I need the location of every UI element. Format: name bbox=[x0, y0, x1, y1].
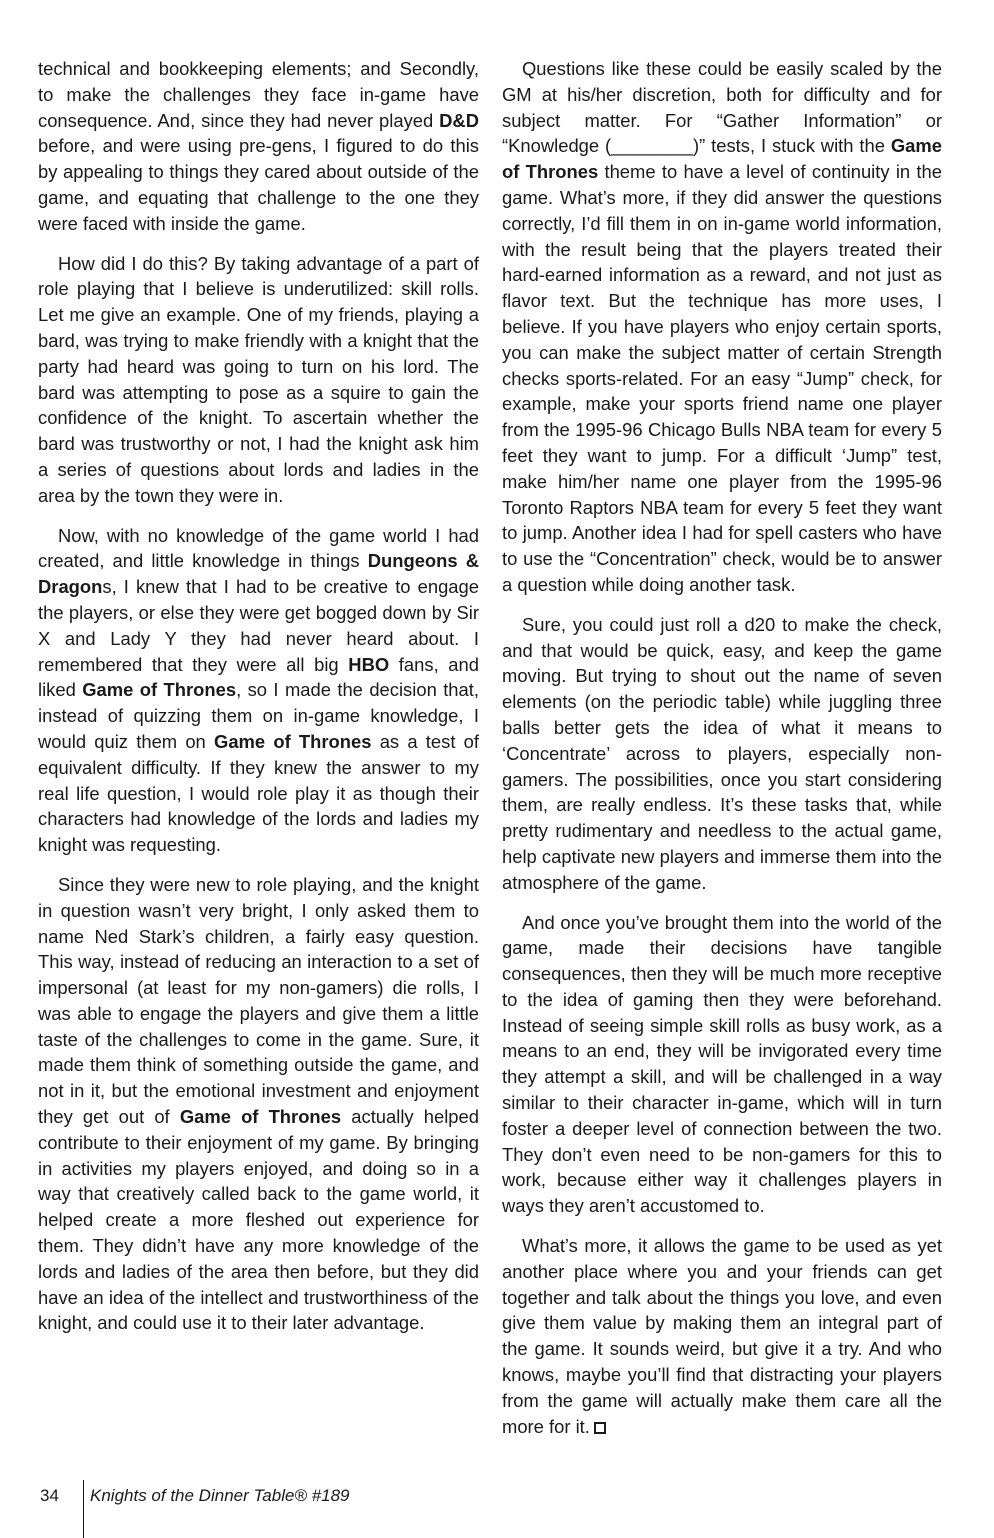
bold-text: Game of Thrones bbox=[82, 679, 237, 701]
bold-text: Game of Thrones bbox=[179, 1106, 342, 1128]
right-column bbox=[502, 56, 942, 1453]
text-segment: fans, and liked bbox=[38, 653, 479, 701]
text-segment: What’s more, it allows the game to be used as yet another place where you and your friends can get together and talk about the things you love, and even give them value by making them an integral part of the game. It sounds weird, but give it a try. And who knows, maybe you’ll find that distracting your players from the game will actually make them care all the more for it. bbox=[502, 1235, 942, 1437]
checkbox-icon bbox=[594, 1422, 606, 1434]
bold-text: HBO bbox=[348, 653, 390, 675]
text-segment: , so I made the decision that, instead of quizzing them on in-game knowledge, I would quiz them on bbox=[38, 679, 479, 752]
paragraph bbox=[502, 1233, 942, 1439]
paragraph bbox=[38, 523, 479, 858]
paragraph bbox=[502, 56, 942, 598]
text-segment: Questions like these could be easily scaled by the GM at his/her discretion, both for difficulty and for subject matter. For “Gather Information” or “Knowledge (________)” tests, I stuck with the bbox=[502, 58, 942, 157]
text-segment: as a test of equivalent difficulty. If they knew the answer to my real life question, I would role play it as though their characters had knowledge of the lords and ladies my knight was requesting. bbox=[38, 730, 479, 856]
text-segment: And once you’ve brought them into the world of the game, made their decisions have tangible consequences, then they will be much more receptive to the idea of gaming then they were beforehand. Instead of seeing simple skill rolls as busy work, as a means to an end, they will be invigorated every time they attempt a skill, and will be challenged in a way similar to their character in-game, which will in turn foster a deeper level of connection between the two. They don’t even need to be non-gamers for this to work, because either way it challenges players in ways they aren’t accustomed to. bbox=[502, 911, 942, 1217]
magazine-title: Knights of the Dinner Table® #189 bbox=[90, 1486, 350, 1505]
text-segment: s, I knew that I had to be creative to engage the players, or else they were get bogged down by Sir X and Lady Y they had never heard about. I remembered that they were all big bbox=[38, 576, 479, 675]
text-segment: Since they were new to role playing, and the knight in question wasn’t very bright, I only asked them to name Ned Stark’s children, a fairly easy question. This way, instead of reducing an interaction to a set of impersonal (at least for my non-gamers) die rolls, I was able to engage the players and give them a little taste of the challenges to come in the game. Sure, it made them think of something outside the game, and not in it, but the emotional investment and enjoyment they get out of bbox=[38, 873, 479, 1128]
paragraph bbox=[38, 56, 479, 237]
text-segment: How did I do this? By taking advantage of a part of role playing that I believe is underutilized: skill rolls. Let me give an example. One of my friends, playing a bard, was trying to make friendly with a knight that the party had heard was going to turn on his lord. The bard was attempting to pose as a squire to gain the confidence of the knight. To ascertain whether the bard was trustworthy or not, I had the knight ask him a series of questions about lords and ladies in the area by the town they were in. bbox=[38, 252, 479, 506]
text-segment: before, and were using pre-gens, I figured to do this by appealing to things they cared about outside of the game, and equating that challenge to the one they were faced with inside the game. bbox=[38, 135, 479, 234]
text-segment: actually helped contribute to their enjoyment of my game. By bringing in activities my players enjoyed, and doing so in a way that creatively called back to the game world, it helped create a more fleshed out experience for them. They didn’t have any more knowledge of the lords and ladies of the area then before, but they did have an idea of the intellect and trustworthiness of the knight, and could use it to their later advantage. bbox=[38, 1106, 479, 1334]
page-footer bbox=[0, 1480, 994, 1538]
bold-text: Game of Thrones bbox=[502, 135, 942, 183]
bold-text: Dungeons & Dragon bbox=[38, 550, 479, 598]
text-segment: Now, with no knowledge of the game world I had created, and little knowledge in things bbox=[38, 524, 479, 572]
left-column bbox=[38, 56, 479, 1350]
footer-divider bbox=[83, 1480, 84, 1538]
paragraph bbox=[38, 872, 479, 1336]
paragraph bbox=[502, 612, 942, 896]
text-segment: Sure, you could just roll a d20 to make the check, and that would be quick, easy, and keep the game moving. But trying to shout out the name of seven elements (on the periodic table) while juggling three balls better gets the idea of what it means to ‘Concentrate’ across to players, especially non-gamers. The possibilities, once you start considering them, are really endless. It’s these tasks that, while pretty rudimentary and needless to the actual game, help captivate new players and immerse them into the atmosphere of the game. bbox=[502, 613, 942, 893]
text-segment: theme to have a level of continuity in the game. What’s more, if they did answer the questions correctly, I’d fill them in on in-game world information, with the result being that the players treated their hard-earned information as a reward, and not just as flavor text. But the technique has more uses, I believe. If you have players who enjoy certain sports, you can make the subject matter of certain Strength checks sports-related. For an easy “Jump” check, for example, make your sports friend name one player from the 1995-96 Chicago Bulls NBA team for every 5 feet they want to jump. For a difficult ‘Jump” test, make him/her name one player from the 1995-96 Toronto Raptors NBA team for every 5 feet they want to jump. Another idea I had for spell casters who have to use the “Concentration” check, would be to answer a question while doing another task. bbox=[502, 161, 942, 595]
bold-text: Game of Thrones bbox=[214, 730, 372, 752]
bold-text: D&D bbox=[439, 109, 479, 131]
page-number: 34 bbox=[40, 1486, 59, 1505]
paragraph bbox=[502, 910, 942, 1220]
text-segment: technical and bookkeeping elements; and Secondly, to make the challenges they face in-game have consequence. And, since they had never played bbox=[38, 58, 479, 131]
paragraph bbox=[38, 251, 479, 509]
